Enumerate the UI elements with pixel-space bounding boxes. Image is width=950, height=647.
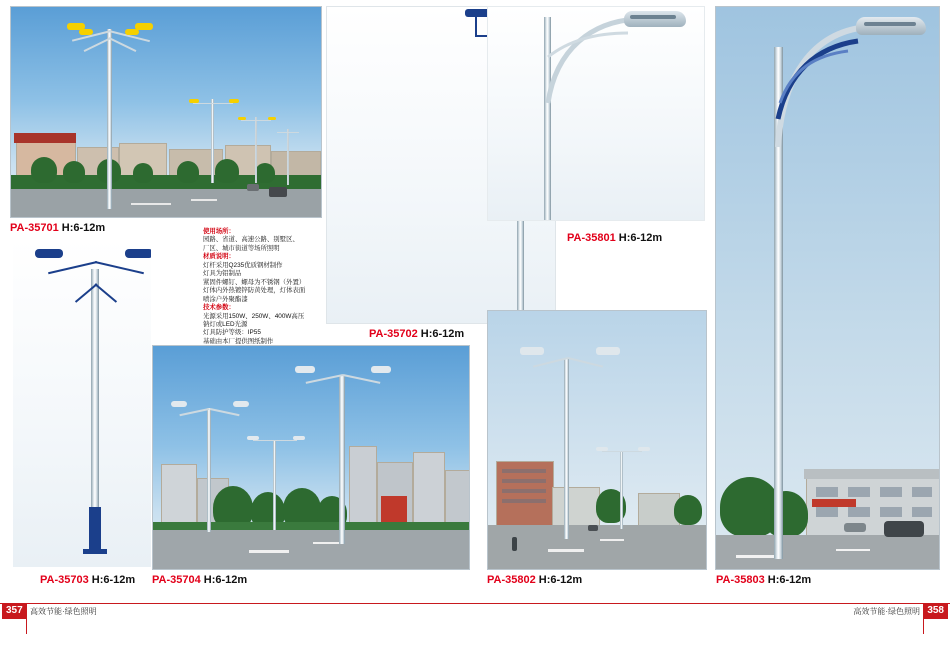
pole-foot <box>83 549 107 554</box>
product-code: PA-35703 <box>40 574 89 586</box>
product-height: H:6-12m <box>203 574 248 586</box>
lamp-head <box>125 29 139 35</box>
lamp-arm <box>213 103 233 104</box>
roof <box>14 133 76 143</box>
product-height: H:6-12m <box>61 222 106 234</box>
lamp-bracket <box>475 15 477 37</box>
lamp-pole <box>255 117 257 183</box>
product-code: PA-35803 <box>716 574 765 586</box>
vehicle <box>844 523 866 532</box>
lamp-pole <box>564 359 569 539</box>
window <box>848 487 870 497</box>
window <box>816 507 838 517</box>
spec-line: 灯杆采用Q235优质钢材制作 <box>203 261 283 269</box>
product-code: PA-35704 <box>152 574 201 586</box>
spec-section-title: 使用场所： <box>203 228 235 235</box>
product-height: H:6-12m <box>767 574 812 586</box>
spec-line: 灯具为铝制品 <box>203 270 242 278</box>
window <box>502 499 546 503</box>
product-code: PA-35801 <box>567 232 616 244</box>
lamp-arm <box>602 451 622 452</box>
product-code: PA-35702 <box>369 328 418 340</box>
spec-line: 基础由本厂提供图纸制作 <box>203 337 274 345</box>
building-facade <box>804 469 940 479</box>
spec-line: 光源采用150W、250W、400W高压 <box>203 312 305 320</box>
product-height: H:6-12m <box>618 232 663 244</box>
lamp-arm <box>622 451 642 452</box>
lamp-head <box>596 347 620 355</box>
road-marking <box>836 549 870 551</box>
product-photo-35803 <box>715 6 940 570</box>
pedestrian <box>512 537 517 551</box>
spec-line: 厂区、城市街道等场所照明 <box>203 244 280 252</box>
tree <box>255 163 275 183</box>
product-photo-35802 <box>487 310 707 570</box>
caption-35702 <box>369 328 464 340</box>
product-photo-35801 <box>487 6 705 221</box>
lamp-pole <box>287 129 289 185</box>
product-photo-35704 <box>152 345 470 570</box>
spec-line: 灯体内外热镀锌防黄处理，灯体表面 <box>203 287 306 295</box>
vehicle <box>269 187 287 197</box>
lamp-head <box>624 11 686 27</box>
window <box>880 487 902 497</box>
window <box>502 469 546 473</box>
signboard <box>812 499 856 507</box>
spec-line: 钠灯或LED光源 <box>203 320 248 328</box>
page-number-right: 358 <box>923 604 948 619</box>
caption-35802 <box>487 574 582 586</box>
lamp-head <box>233 401 249 407</box>
lamp-head <box>371 366 391 373</box>
spec-line: 园路、省道、高速公路、别墅区、 <box>203 236 299 244</box>
caption-35701 <box>10 222 105 234</box>
window <box>502 479 546 483</box>
greenbelt <box>153 522 470 530</box>
lamp-head <box>247 436 259 440</box>
lamp-arm-curve-icon <box>488 7 705 221</box>
building <box>552 487 600 529</box>
specifications-block <box>203 228 321 346</box>
lamp-head <box>35 249 63 258</box>
product-photo-35703 <box>12 238 152 568</box>
lamp-arm <box>256 120 271 121</box>
product-height: H:6-12m <box>420 328 465 340</box>
building <box>413 452 445 528</box>
lamp-arm <box>288 132 299 133</box>
lamp-arm <box>193 103 213 104</box>
tree <box>674 495 702 525</box>
lamp-head <box>638 447 650 451</box>
lamp-pole <box>211 99 214 183</box>
lamp-head <box>295 366 315 373</box>
lamp-head <box>596 447 608 451</box>
lamp-arm-decorative-icon <box>716 7 940 207</box>
caption-35801 <box>567 232 662 244</box>
window <box>912 487 932 497</box>
vehicle <box>588 525 598 531</box>
road-surface <box>716 535 940 570</box>
product-code: PA-35701 <box>10 222 59 234</box>
road-marking <box>131 203 171 205</box>
lamp-pole <box>91 269 99 539</box>
tree <box>215 159 239 183</box>
vehicle <box>247 184 259 191</box>
lamp-head <box>229 99 239 103</box>
lamp-head <box>238 117 246 120</box>
road-marking <box>600 539 624 541</box>
lamp-head <box>125 249 152 258</box>
window <box>880 507 902 517</box>
product-code: PA-35802 <box>487 574 536 586</box>
tree <box>133 163 153 183</box>
road-marking <box>313 542 341 544</box>
lamp-pole <box>107 29 112 209</box>
lamp-head <box>856 17 926 35</box>
vehicle <box>884 521 924 537</box>
spec-line: 灯具防护等级：IP55 <box>203 329 261 337</box>
lamp-arm <box>241 120 256 121</box>
lamp-head <box>520 347 544 355</box>
window <box>848 507 870 517</box>
tree <box>764 491 808 537</box>
lamp-arm <box>253 440 275 441</box>
caption-35704 <box>152 574 247 586</box>
building <box>445 470 470 528</box>
product-photo-35701 <box>10 6 322 218</box>
spec-section-title: 材质说明： <box>203 253 235 261</box>
lamp-head <box>171 401 187 407</box>
road-surface <box>153 526 470 570</box>
spec-section-title: 技术参数： <box>203 304 235 312</box>
product-height: H:6-12m <box>538 574 583 586</box>
lamp-head <box>293 436 305 440</box>
window <box>912 507 932 517</box>
lamp-head-accent <box>864 22 916 26</box>
pole-base <box>89 507 101 551</box>
building <box>349 446 377 528</box>
tree <box>31 157 57 183</box>
spec-line: 喷涂户外聚酯漆 <box>203 295 248 303</box>
building <box>161 464 197 528</box>
window <box>816 487 838 497</box>
page-number-left: 357 <box>2 604 27 619</box>
lamp-pole <box>339 376 345 544</box>
lamp-head <box>79 29 93 35</box>
sky-backdrop <box>13 239 151 567</box>
footer-divider <box>0 603 950 604</box>
lamp-head <box>268 117 276 120</box>
lamp-pole <box>273 440 276 530</box>
footer-slogan-left: 高效节能·绿色照明 <box>30 607 97 616</box>
caption-35803 <box>716 574 811 586</box>
lamp-head <box>189 99 199 103</box>
tree <box>63 161 85 183</box>
road-marking <box>249 550 289 553</box>
lamp-pole <box>620 451 623 529</box>
tree <box>177 161 199 183</box>
road-marking <box>191 199 217 201</box>
lamp-arm <box>275 440 297 441</box>
footer-slogan-right: 高效节能·绿色照明 <box>853 607 920 616</box>
lamp-pole <box>207 408 211 532</box>
lamp-arm <box>277 132 288 133</box>
road-marking <box>548 549 584 552</box>
window <box>502 489 546 493</box>
product-height: H:6-12m <box>91 574 136 586</box>
caption-35703 <box>40 574 135 586</box>
spec-line: 紧固件螺钉、螺母为不锈钢（外置） <box>203 278 306 286</box>
road-surface <box>488 525 707 570</box>
lamp-head-accent <box>630 15 676 19</box>
